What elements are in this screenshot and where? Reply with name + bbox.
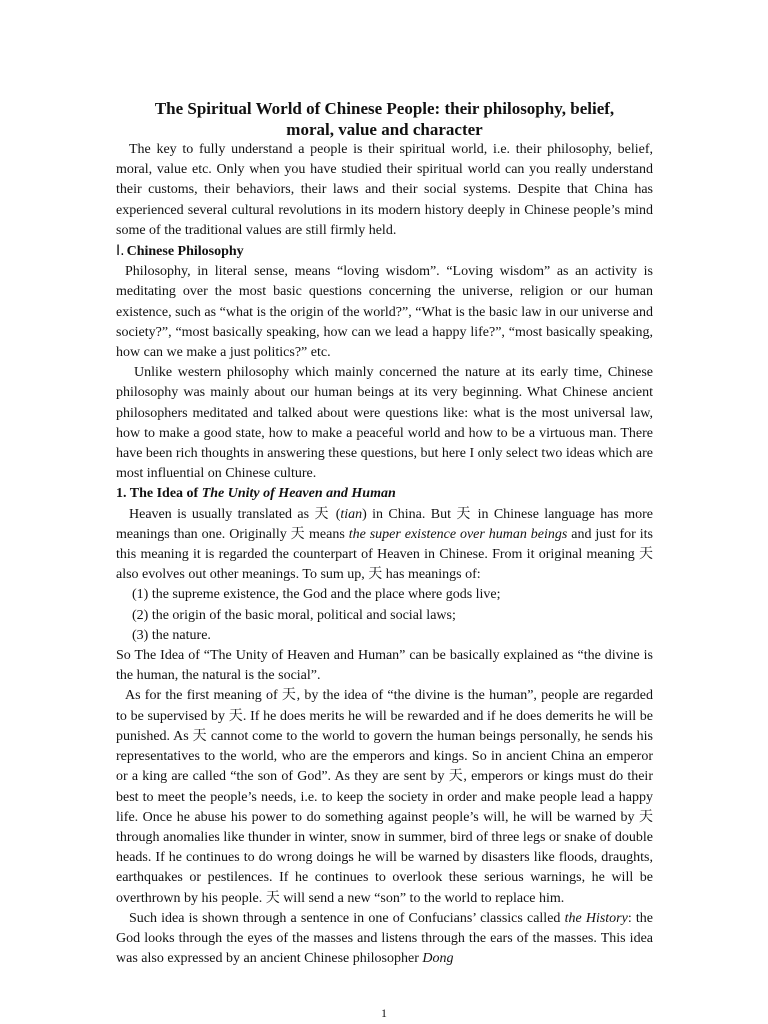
heaven-text-2: ) in China. But 天 in Chinese language has more meanings than one. Originally 天 means	[116, 506, 653, 542]
first-meaning-paragraph: As for the first meaning of 天, by the idea of “the divine is the human”, people are regarded to be supervised by 天. If he does merits he will be rewarded and if he does demerits he will be punished. As 天 cannot come to the world to govern the human beings personally, he sends his representatives to the world, who are the emperors and kings. So in ancient China an emperor or a king are called “the son of God”. As they are sent by 天, emperors or kings must do their best to meet the people’s needs, i.e. to keep the society in order and make people lead a happy life. Once he abuse his power to do something against people’s will, he will be warned by 天 through anomalies like thunder in winter, snow in summer, bird of three legs or snake of double heads. If he continues to do wrong doings he will be warned by disasters like floods, draughts, earthquakes or pestilences. If he continues to overlook these serious warnings, he will be overthrown by his people. 天 will send a new “son” to the world to replace him.	[116, 688, 653, 906]
so-paragraph: So The Idea of “The Unity of Heaven and Human” can be basically explained as “the divine is the human, the natural is the social”.	[116, 648, 653, 684]
unlike-western-paragraph: Unlike western philosophy which mainly concerned the nature at its early time, Chinese philosophy was mainly about our human beings at its very beginning. What Chinese ancient philosophers meditated and talked about were questions like: what is the most universal law, how to make a good state, how to make a peaceful world and how to be a virtuous man. There have been rich thoughts in answering these questions, but here I only select two ideas which are most influential on Chinese culture.	[116, 365, 653, 482]
such-idea-paragraph	[116, 909, 653, 970]
section-heading-chinese-philosophy	[116, 241, 653, 262]
such-text-1: Such idea is shown through a sentence in one of Confucians’ classics called	[129, 910, 565, 926]
intro-paragraph: The key to fully understand a people is their spiritual world, i.e. their philosophy, belief, moral, value etc. Only when you have studied their spiritual world can you really understand their customs, their behaviors, their laws and their social systems. Despite that China has experienced several cultural revolutions in its modern history deeply in Chinese people’s mind some of the traditional values are still firmly held.	[116, 142, 653, 238]
section-heading-text: Chinese Philosophy	[126, 244, 244, 260]
history-italic: the History	[564, 910, 628, 926]
document-page	[116, 98, 653, 969]
tian-term: tian	[340, 506, 363, 522]
list-item: (2) the origin of the basic moral, political and social laws;	[132, 607, 456, 623]
subsection-heading-unity	[116, 484, 653, 504]
subsection-italic-title: The Unity of Heaven and Human	[201, 486, 396, 502]
such-text-2: : the God looks through the eyes of the masses and listens through the ears of the masses. This idea was also expressed by an ancient Chinese philosopher	[116, 910, 653, 967]
meanings-list	[116, 585, 653, 646]
title-line-2: moral, value and character	[286, 120, 483, 139]
document-title	[116, 98, 653, 140]
heaven-text-3: and just for its this meaning it is regarded the counterpart of Heaven in Chinese. From it original meaning 天 also evolves out other meanings. To sum up, 天 has meanings of:	[116, 526, 653, 583]
page-number: 1	[381, 1006, 387, 1020]
title-line-1: The Spiritual World of Chinese People: their philosophy, belief,	[154, 99, 615, 118]
section-numeral: Ⅰ.	[116, 243, 125, 260]
list-item: (3) the nature.	[132, 627, 211, 643]
subsection-prefix: 1. The Idea of	[116, 486, 202, 502]
list-item: (1) the supreme existence, the God and the place where gods live;	[132, 587, 501, 603]
philosophy-paragraph: Philosophy, in literal sense, means “loving wisdom”. “Loving wisdom” as an activity is meditating over the most basic questions concerning the universe, religion or our human existence, such as “what is the origin of the world?”, “What is the basic law in our universe and society?”, “most basically speaking, how can we lead a happy life?”, “most basically speaking, how can we make a just politics?” etc.	[116, 264, 653, 361]
heaven-text-1: Heaven is usually translated as 天 (	[129, 506, 341, 522]
dong-italic: Dong	[422, 951, 454, 967]
heaven-paragraph	[116, 505, 653, 586]
heaven-italic-phrase: the super existence over human beings	[348, 526, 568, 542]
